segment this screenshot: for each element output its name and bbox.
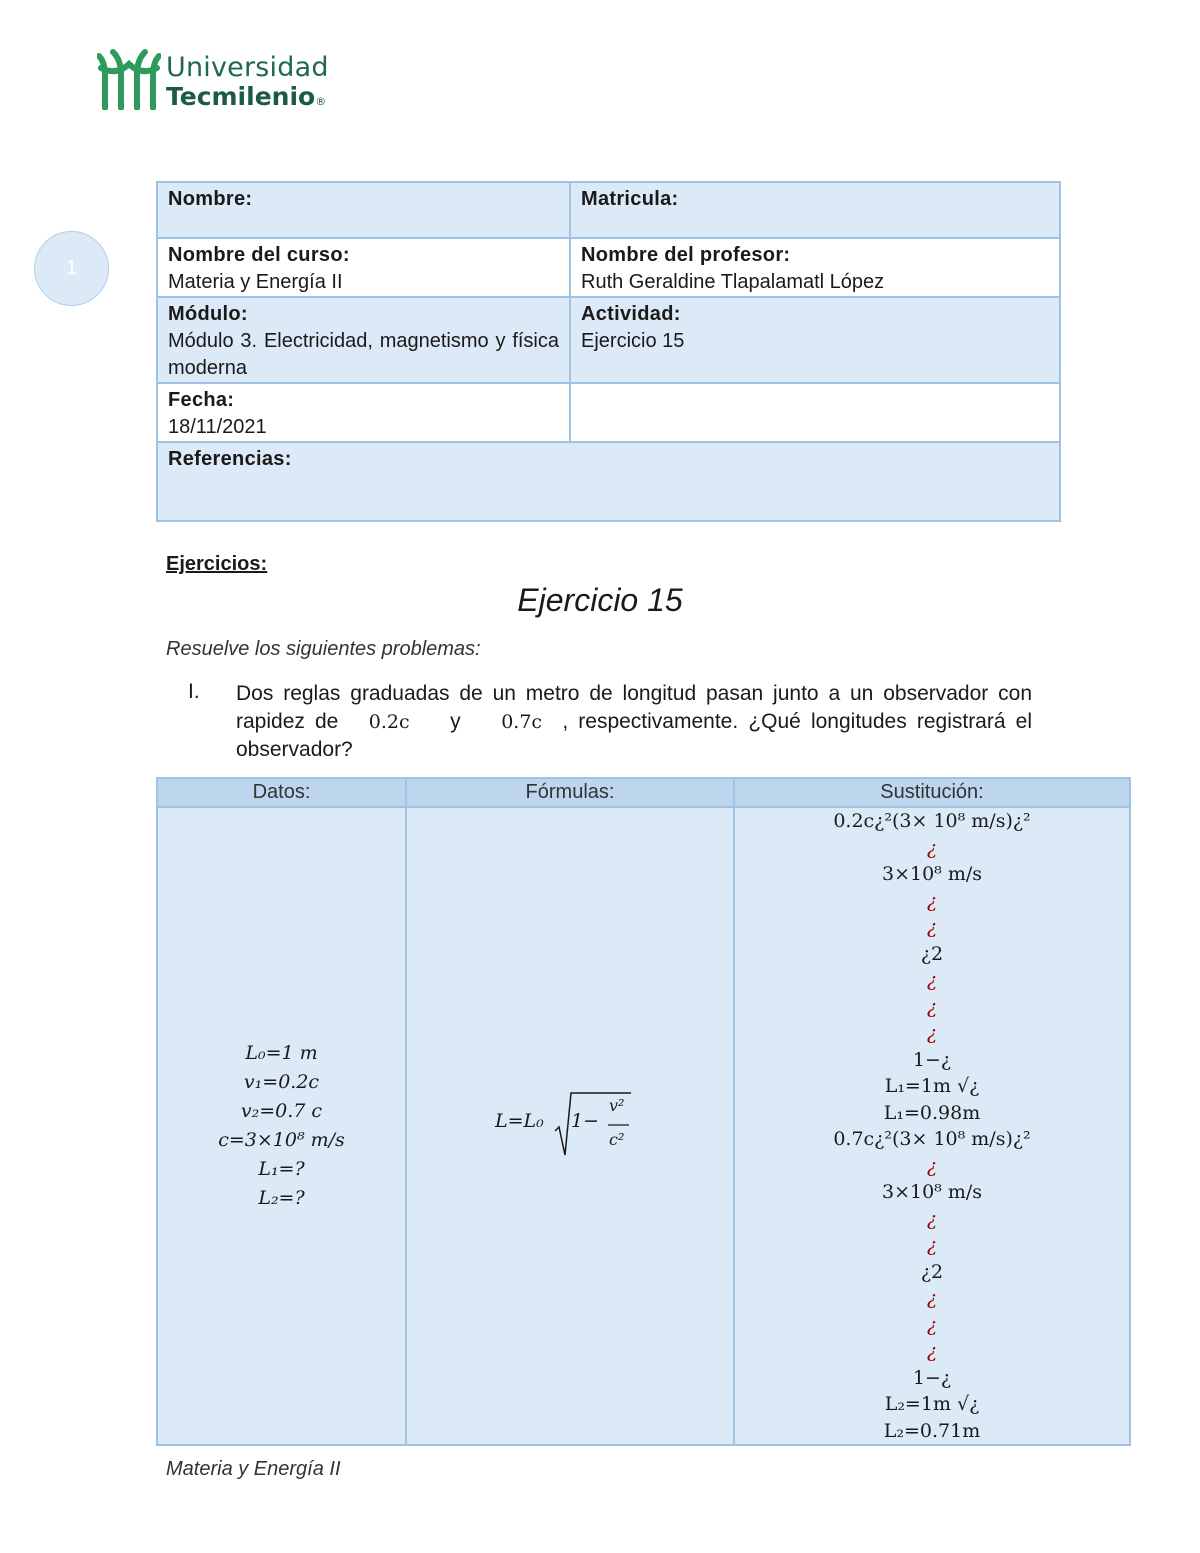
subst-line: L₂=0.71m [883,1419,981,1442]
formula-one-minus: 1− [571,1109,600,1132]
matricula-cell [570,182,1060,238]
dato-line: L₀=1 m [245,1042,318,1064]
modulo-label: Módulo: [168,303,248,325]
student-info-table [156,181,1061,522]
logo-text-universidad: Universidad [166,52,329,83]
fecha-label: Fecha: [168,389,235,411]
dato-line: v₂=0.7 c [240,1100,323,1122]
formula-denominator: c² [609,1129,625,1149]
subst-line: 1−¿ [912,1048,952,1071]
modulo-value: Módulo 3. Electricidad, magnetismo y física moderna [168,330,559,379]
subst-line: ¿ [926,916,938,938]
actividad-value: Ejercicio 15 [581,330,685,352]
fecha-cell [157,383,570,442]
speed-2: 0.7c [501,711,543,733]
datos-cell [157,807,406,1445]
curso-value: Materia y Energía II [168,271,343,293]
profesor-label: Nombre del profesor: [581,244,791,266]
dato-line: L₂=? [258,1187,305,1209]
speed-1: 0.2c [368,711,410,733]
problem-number: I. [188,680,200,703]
sustitucion-cell [734,807,1130,1445]
formula-lhs: L=L₀ [495,1109,544,1132]
fecha-value: 18/11/2021 [168,416,267,438]
header-datos: Datos: [157,778,406,807]
subst-line: ¿2 [920,1260,944,1283]
subst-line: ¿ [926,1313,938,1336]
subst-line: 0.7c¿²(3× 10⁸ m/s)¿² [833,1128,1031,1150]
subst-line: ¿ [926,995,938,1018]
subst-line: ¿ [926,1207,938,1230]
profesor-cell [570,238,1060,297]
length-contraction-formula [495,1089,645,1159]
actividad-label: Actividad: [581,303,681,325]
profesor-value: Ruth Geraldine Tlapalamatl López [581,271,885,293]
subst-line: ¿ [926,1022,938,1044]
nombre-cell [157,182,570,238]
matricula-label: Matricula: [581,188,679,210]
actividad-cell [570,297,1060,383]
subst-line: ¿ [926,1287,938,1309]
curso-cell [157,238,570,297]
subst-line: 0.2c¿²(3× 10⁸ m/s)¿² [833,810,1031,832]
page-number-badge: 1 [34,231,109,306]
problem-statement: Dos reglas graduadas de un metro de longitud pasan junto a un observador con rapidez de 0.2c y 0.7c , respectivamente. ¿Qué longitudes registrará el observador? [236,682,1033,761]
instructions-subtitle: Resuelve los siguientes problemas: [166,638,481,660]
footer-course-name: Materia y Energía II [166,1458,341,1480]
subst-line: L₁=0.98m [883,1101,981,1124]
subst-line: ¿ [926,889,938,912]
ejercicios-heading: Ejercicios: [166,553,268,575]
referencias-label: Referencias: [168,448,292,470]
subst-line: ¿ [926,1234,938,1256]
subst-line: ¿2 [920,942,944,965]
formula-numerator: v² [609,1095,625,1115]
dato-line: L₁=? [258,1158,305,1180]
substitution-steps [735,808,1129,1444]
header-formulas: Fórmulas: [406,778,734,807]
referencias-cell [157,442,1060,521]
subst-line: ¿ [926,969,938,991]
subst-line: ¿ [926,836,938,859]
subst-line: 3×10⁸ m/s [881,1181,982,1203]
subst-line: L₁=1m √¿ [884,1075,980,1097]
subst-line: ¿ [926,1340,938,1362]
modulo-cell [157,297,570,383]
tecmilenio-leaf-icon [97,46,161,110]
subst-line: 1−¿ [912,1366,952,1389]
page-title: Ejercicio 15 [517,582,683,618]
university-logo [97,44,337,114]
subst-line: L₂=1m √¿ [884,1393,980,1415]
logo-text-tecmilenio: Tecmilenio® [166,82,327,111]
solution-table [156,777,1131,1446]
nombre-label: Nombre: [168,188,253,210]
formulas-cell [406,807,734,1445]
dato-line: c=3×10⁸ m/s [218,1129,345,1151]
dato-line: v₁=0.2c [243,1071,320,1093]
subst-line: 3×10⁸ m/s [881,863,982,885]
curso-label: Nombre del curso: [168,244,350,266]
empty-cell [570,383,1060,442]
header-sustitucion: Sustitución: [734,778,1130,807]
subst-line: ¿ [926,1154,938,1177]
